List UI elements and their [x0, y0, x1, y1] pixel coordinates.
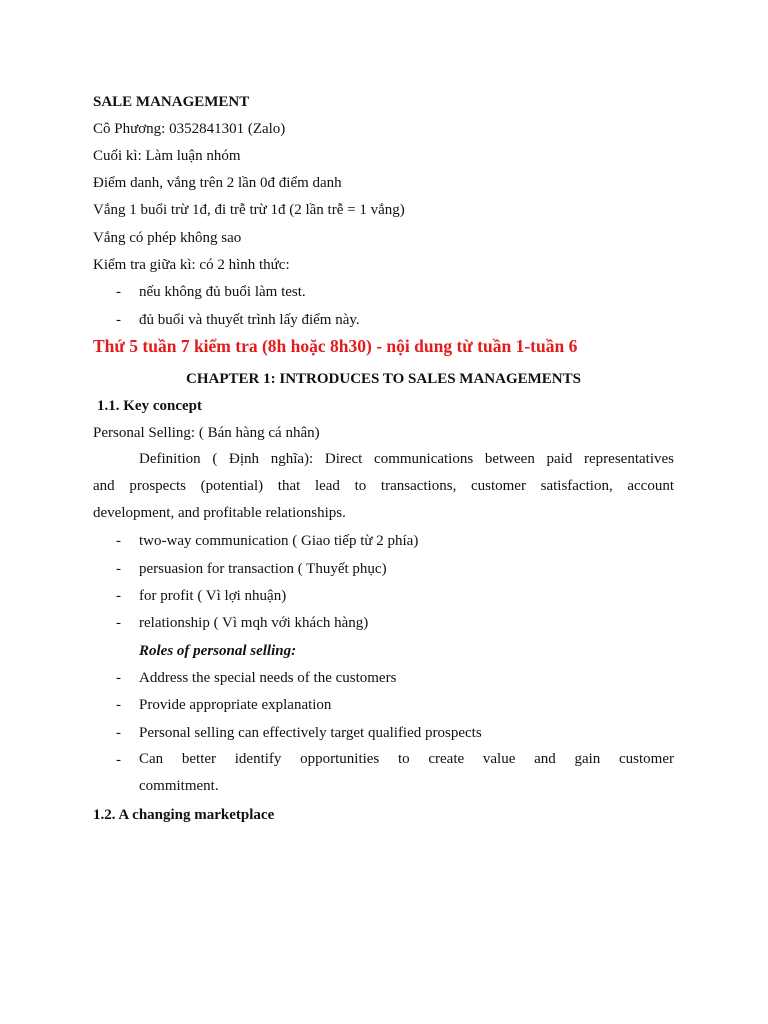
- exam-schedule-highlight: Thứ 5 tuần 7 kiểm tra (8h hoặc 8h30) - nội dung từ tuần 1-tuần 6: [93, 336, 578, 356]
- roles-bullet: Address the special needs of the customers: [139, 670, 397, 686]
- definition-line: and prospects (potential) that lead to transactions, customer satisfaction, account: [93, 478, 674, 494]
- bullet-dash: -: [116, 533, 121, 549]
- definition-paragraph: [93, 446, 674, 527]
- definition-bullet: relationship ( Vì mqh với khách hàng): [139, 615, 369, 631]
- roles-heading: Roles of personal selling:: [139, 643, 297, 659]
- midterm-option-test: nếu không đủ buổi làm test.: [139, 284, 306, 300]
- definition-line: Definition ( Định nghĩa): Direct communications between paid representatives: [139, 451, 674, 467]
- midterm-option-presentation: đủ buổi và thuyết trình lấy điểm này.: [139, 312, 360, 328]
- bullet-dash: -: [116, 312, 121, 328]
- bullet-dash: -: [116, 615, 121, 631]
- document-title: SALE MANAGEMENT: [93, 94, 250, 110]
- absence-penalty-rule: Vắng 1 buổi trừ 1đ, đi trễ trừ 1đ (2 lần trễ = 1 vắng): [93, 202, 405, 218]
- midterm-note: Kiểm tra giữa kì: có 2 hình thức:: [93, 257, 290, 273]
- roles-bullet-line: commitment.: [139, 778, 219, 794]
- bullet-dash: -: [116, 670, 121, 686]
- teacher-contact: Cô Phương: 0352841301 (Zalo): [93, 121, 286, 137]
- excused-absence-note: Vắng có phép không sao: [93, 230, 242, 246]
- bullet-dash: -: [116, 697, 121, 713]
- roles-bullet: Provide appropriate explanation: [139, 697, 332, 713]
- definition-bullet: persuasion for transaction ( Thuyết phục): [139, 561, 387, 577]
- personal-selling-term: Personal Selling: ( Bán hàng cá nhân): [93, 425, 320, 441]
- definition-bullet: two-way communication ( Giao tiếp từ 2 phía): [139, 533, 419, 549]
- roles-bullet: Personal selling can effectively target qualified prospects: [139, 725, 482, 741]
- final-exam-note: Cuối kì: Làm luận nhóm: [93, 148, 241, 164]
- section-1-2-heading: 1.2. A changing marketplace: [93, 807, 275, 823]
- roles-bullet-line: Can better identify opportunities to create value and gain customer: [139, 751, 674, 767]
- chapter-title: CHAPTER 1: INTRODUCES TO SALES MANAGEMENTS: [186, 371, 581, 387]
- bullet-dash: -: [116, 284, 121, 300]
- definition-bullet: for profit ( Vì lợi nhuận): [139, 588, 287, 604]
- bullet-dash: -: [116, 561, 121, 577]
- attendance-rule: Điểm danh, vắng trên 2 lần 0đ điểm danh: [93, 175, 342, 191]
- definition-line: development, and profitable relationships.: [93, 505, 346, 521]
- bullet-dash: -: [116, 725, 121, 741]
- roles-bullet-multiline: [139, 746, 674, 800]
- section-1-1-heading: 1.1. Key concept: [97, 398, 202, 414]
- bullet-dash: -: [116, 752, 121, 768]
- bullet-dash: -: [116, 588, 121, 604]
